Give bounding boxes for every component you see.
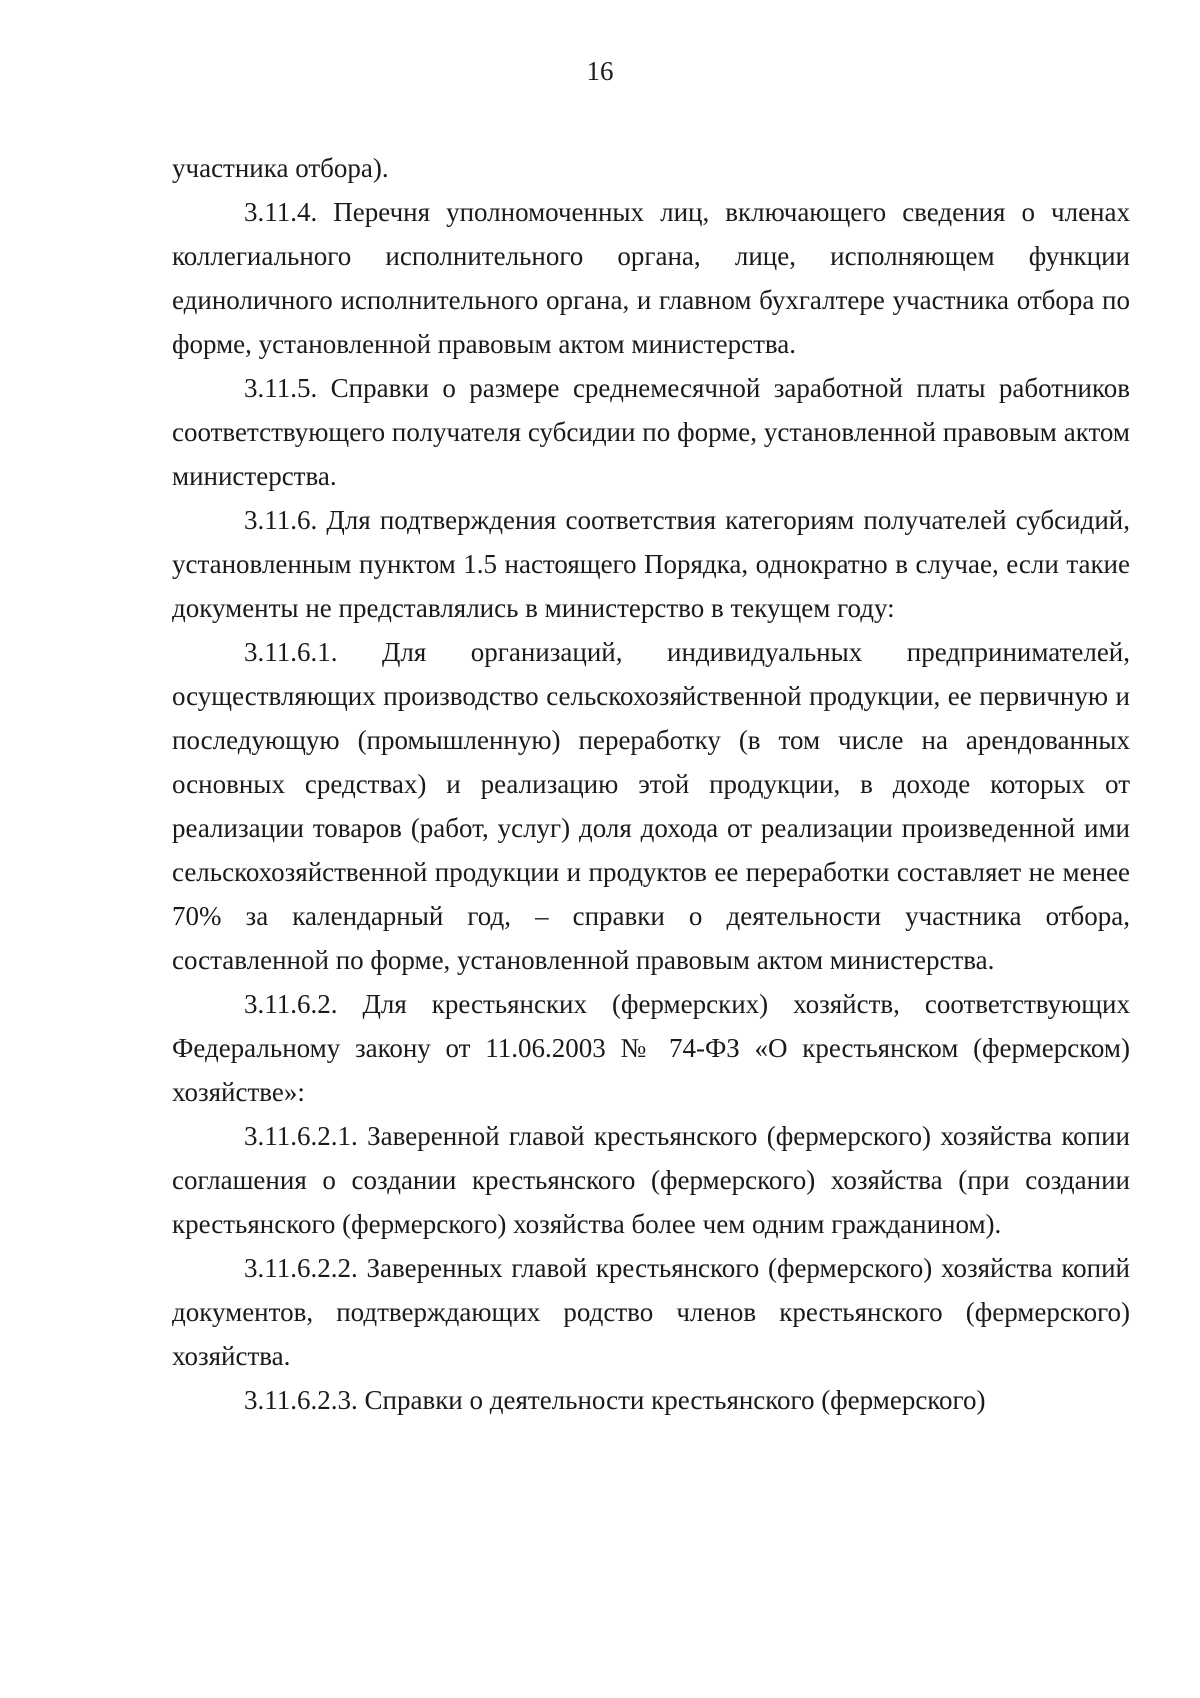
page-number: 16 <box>586 56 614 86</box>
paragraph: 3.11.6.1. Для организаций, индивидуальных предпринимателей, осуществляющих производство сельскохозяйственной продукции, ее первичную и последующую (промышленную) переработку (в том числе на арендованных основных средствах) и реализацию этой продукции, в доходе которых от реализации товаров (работ, услуг) доля дохода от реализации произведенной ими сельскохозяйственной продукции и продуктов ее переработки составляет не менее 70% за календарный год, – справки о деятельности участника отбора, составленной по форме, установленной правовым актом министерства. <box>172 637 1130 975</box>
paragraph: 3.11.5. Справки о размере среднемесячной заработной платы работников соответствующего получателя субсидии по форме, установленной правовым актом министерства. <box>172 373 1130 491</box>
paragraph: 3.11.4. Перечня уполномоченных лиц, включающего сведения о членах коллегиального исполнительного органа, лице, исполняющем функции единоличного исполнительного органа, и главном бухгалтере участника отбора по форме, установленной правовым актом министерства. <box>172 197 1130 359</box>
paragraph: 3.11.6.2.3. Справки о деятельности крестьянского (фермерского) <box>244 1385 986 1415</box>
paragraph: участника отбора). <box>172 153 389 183</box>
paragraph: 3.11.6.2.2. Заверенных главой крестьянского (фермерского) хозяйства копий документов, подтверждающих родство членов крестьянского (фермерского) хозяйства. <box>172 1253 1130 1371</box>
paragraph: 3.11.6.2. Для крестьянских (фермерских) хозяйств, соответствующих Федеральному закону от 11.06.2003 № 74-ФЗ «О крестьянском (фермерском) хозяйстве»: <box>172 989 1130 1107</box>
paragraph: 3.11.6.2.1. Заверенной главой крестьянского (фермерского) хозяйства копии соглашения о создании крестьянского (фермерского) хозяйства (при создании крестьянского (фермерского) хозяйства более чем одним гражданином). <box>172 1121 1130 1239</box>
paragraph: 3.11.6. Для подтверждения соответствия категориям получателей субсидий, установленным пунктом 1.5 настоящего Порядка, однократно в случае, если такие документы не представлялись в министерство в текущем году: <box>172 505 1130 623</box>
document-body <box>172 146 1130 1422</box>
